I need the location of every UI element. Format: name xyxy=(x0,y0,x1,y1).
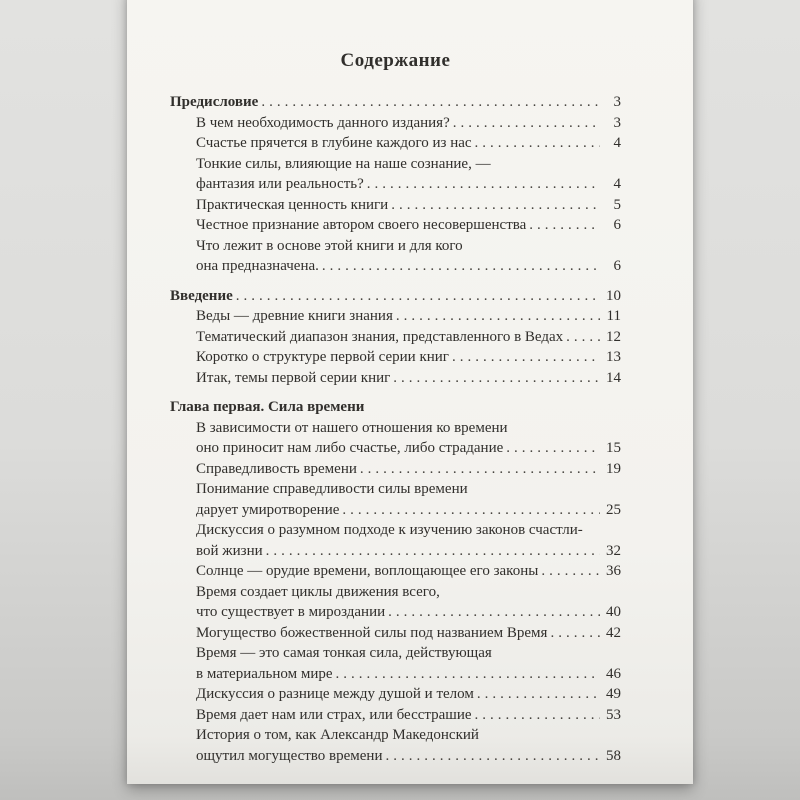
page-number: 53 xyxy=(606,706,621,723)
page-number: 3 xyxy=(613,114,621,131)
toc-text: Дискуссия о разнице между душой и телом xyxy=(196,686,474,702)
toc-text: фантазия или реальность? xyxy=(196,176,364,192)
page-number: 32 xyxy=(606,542,621,559)
toc-entry-row xyxy=(170,725,621,746)
page-number: 49 xyxy=(606,686,621,702)
toc-text: История о том, как Александр Македонский xyxy=(196,727,479,743)
toc-text: Могущество божественной силы под названием Время xyxy=(196,624,548,641)
toc-entry-row xyxy=(170,541,621,562)
toc-text: Понимание справедливости силы времени xyxy=(196,481,468,497)
toc-entry-row xyxy=(170,256,621,277)
toc-text: Счастье прячется в глубине каждого из нас xyxy=(196,135,472,151)
page-number: 4 xyxy=(613,176,621,192)
dot-leader xyxy=(342,500,600,521)
toc-entry-row xyxy=(170,133,621,154)
dot-leader xyxy=(385,746,600,767)
toc-text: Справедливость времени xyxy=(196,460,357,477)
dot-leader xyxy=(388,602,600,623)
toc-text: вой жизни xyxy=(196,542,263,559)
toc-text: Время — это самая тонкая сила, действующая xyxy=(196,645,492,661)
toc-entry-row xyxy=(170,582,621,603)
dot-leader xyxy=(336,664,600,685)
toc-text: Глава первая. Сила времени xyxy=(170,399,365,415)
toc-text: Итак, темы первой серии книг xyxy=(196,369,391,386)
toc-text: Введение xyxy=(170,287,233,304)
page-number: 19 xyxy=(606,460,621,477)
page-number: 25 xyxy=(606,501,621,518)
toc-text: дарует умиротворение xyxy=(196,501,340,518)
page-number: 14 xyxy=(606,369,621,386)
dot-leader xyxy=(393,368,600,389)
page-number: 10 xyxy=(606,287,621,304)
toc-section xyxy=(170,286,621,389)
dot-leader xyxy=(391,195,600,216)
page-title: Содержание xyxy=(340,50,451,71)
toc-entry-row xyxy=(170,643,621,664)
page-number: 12 xyxy=(606,328,621,345)
toc-entry-row xyxy=(170,459,621,480)
page-number: 6 xyxy=(613,258,621,274)
dot-leader xyxy=(541,561,600,582)
toc-entry-row xyxy=(170,215,621,236)
toc-entry-row xyxy=(170,561,621,582)
toc-text: Практическая ценность книги xyxy=(196,196,389,213)
book-page xyxy=(127,0,693,784)
toc-entry-row xyxy=(170,195,621,216)
toc-text: Солнце — орудие времени, воплощающее его законы xyxy=(196,563,539,579)
page-number: 46 xyxy=(606,665,621,682)
toc-entry-row xyxy=(170,479,621,500)
toc-text: что существует в мироздании xyxy=(196,604,386,620)
toc-text: Тонкие силы, влияющие на наше сознание, — xyxy=(196,155,491,172)
toc-text: Тематический диапазон знания, представленного в Ведах xyxy=(196,328,564,345)
toc-entry-row xyxy=(170,520,621,541)
toc-heading-row xyxy=(170,92,621,113)
toc-heading-row xyxy=(170,286,621,307)
toc-text: Предисловие xyxy=(170,94,259,110)
toc-entry-row xyxy=(170,368,621,389)
dot-leader xyxy=(477,684,600,705)
toc-text: Честное признание автором своего несовершенства xyxy=(196,217,527,233)
toc-text: оно приносит нам либо счастье, либо страдание xyxy=(196,440,504,456)
dot-leader xyxy=(236,286,600,307)
page-number: 15 xyxy=(606,440,621,456)
toc-entry-row xyxy=(170,306,621,327)
page-number: 13 xyxy=(606,349,621,365)
dot-leader xyxy=(475,705,600,726)
toc-text: В зависимости от нашего отношения ко времени xyxy=(196,419,508,436)
toc-entry-row xyxy=(170,746,621,767)
dot-leader xyxy=(360,459,600,480)
page-number: 5 xyxy=(613,196,621,213)
dot-leader xyxy=(566,327,600,348)
dot-leader xyxy=(506,438,600,459)
dot-leader xyxy=(367,174,600,195)
toc-text: Коротко о структуре первой серии книг xyxy=(196,349,449,365)
toc-text: В чем необходимость данного издания? xyxy=(196,114,450,131)
dot-leader xyxy=(529,215,600,236)
toc-entry-row xyxy=(170,327,621,348)
page-number: 58 xyxy=(606,747,621,764)
toc-entry-row xyxy=(170,174,621,195)
toc-section xyxy=(170,92,621,277)
toc-text: Время дает нам или страх, или бесстрашие xyxy=(196,706,472,723)
toc-section xyxy=(170,397,621,766)
dot-leader xyxy=(266,541,600,562)
dot-leader xyxy=(452,347,600,368)
toc-text: Дискуссия о разумном подходе к изучению законов счастли- xyxy=(196,522,583,538)
page-number: 4 xyxy=(613,135,621,151)
dot-leader xyxy=(396,306,600,327)
page-number: 42 xyxy=(606,624,621,641)
toc-entry-row xyxy=(170,236,621,257)
toc-heading-row xyxy=(170,397,621,418)
dot-leader xyxy=(453,113,600,134)
dot-leader xyxy=(261,92,600,113)
toc-entry-row xyxy=(170,113,621,134)
toc-entry-row xyxy=(170,438,621,459)
toc-text: Веды — древние книги знания xyxy=(196,308,393,324)
page-number: 11 xyxy=(606,308,621,324)
page-number: 40 xyxy=(606,604,621,620)
toc-entry-row xyxy=(170,664,621,685)
toc-entry-row xyxy=(170,500,621,521)
toc-text: Что лежит в основе этой книги и для кого xyxy=(196,237,463,254)
page-number: 3 xyxy=(613,94,621,110)
toc-entry-row xyxy=(170,602,621,623)
dot-leader xyxy=(322,256,600,277)
toc-text: ощутил могущество времени xyxy=(196,747,383,764)
page-number: 6 xyxy=(613,217,621,233)
dot-leader xyxy=(550,623,600,644)
toc-text: в материальном мире xyxy=(196,665,333,682)
toc-text: Время создает циклы движения всего, xyxy=(196,583,440,600)
toc-entry-row xyxy=(170,154,621,175)
page-number: 36 xyxy=(606,563,621,579)
toc-text: она предназначена. xyxy=(196,258,319,274)
toc-entry-row xyxy=(170,418,621,439)
toc-entry-row xyxy=(170,347,621,368)
toc-list xyxy=(170,92,621,766)
toc-entry-row xyxy=(170,705,621,726)
toc-entry-row xyxy=(170,684,621,705)
dot-leader xyxy=(475,133,600,154)
toc-entry-row xyxy=(170,623,621,644)
